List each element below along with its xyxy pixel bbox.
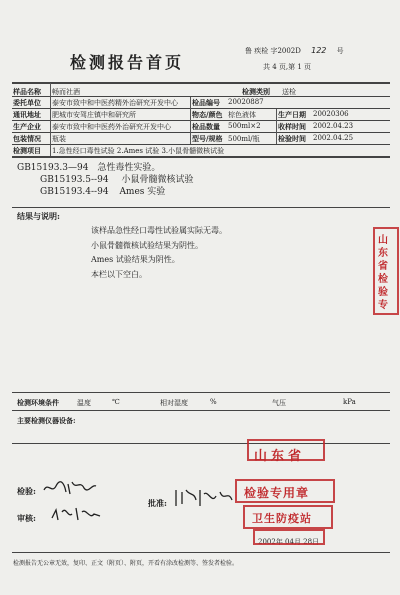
section-divider <box>12 410 390 411</box>
inspector-signature <box>40 476 100 500</box>
product-name-label: 样品名称 <box>13 87 41 96</box>
pressure-label: 气压 <box>272 399 286 407</box>
basis-code: GB15193.3—94 <box>17 163 89 173</box>
reviewer-label: 审核: <box>17 513 36 523</box>
receive-date-label: 收样时间 <box>278 122 306 131</box>
basis-desc: Ames 实验 <box>119 187 166 197</box>
manufacturer-value: 泰安市致中和中医药外治研究开发中心 <box>52 123 171 131</box>
product-name-value: 畅而社酒 <box>52 88 80 96</box>
items-value: 1.急性经口毒性试验 2.Ames 试验 3.小鼠骨髓微核试验 <box>52 147 225 155</box>
table-column-line <box>190 97 191 144</box>
section-divider <box>12 392 390 393</box>
temp-unit: ℃ <box>112 398 120 406</box>
footer-note: 检测报告无公章无效，复印、正文（附页）、附页，开看有涂改检测等、签发者检验。 <box>13 560 239 567</box>
page-count: 共 4 页,第 1 页 <box>263 63 312 71</box>
entrust-unit-value: 泰安市致中和中医药精外治研究开发中心 <box>52 99 178 107</box>
items-label: 检测项目 <box>13 146 41 155</box>
result-line: Ames 试验结果为阴性。 <box>91 255 180 264</box>
sample-no-label: 检品编号 <box>192 98 220 107</box>
results-label: 结果与说明: <box>17 211 60 221</box>
seal-line-1: 山东省 <box>254 449 306 464</box>
inspection-type-label: 检测类别 <box>242 87 270 96</box>
section-divider <box>12 207 390 208</box>
basis-code: GB15193.5--94 <box>40 175 109 185</box>
production-date-label: 生产日期 <box>278 110 306 119</box>
receive-date-value: 2002.04.23 <box>313 122 354 130</box>
basis-code: GB15193.4--94 <box>40 187 109 197</box>
production-date-value: 20020306 <box>313 110 349 118</box>
inspection-type-value: 送检 <box>282 88 296 96</box>
pressure-unit: kPa <box>343 398 356 406</box>
humidity-label: 相对湿度 <box>160 399 188 407</box>
report-title: 检测报告首页 <box>70 53 185 72</box>
table-column-line <box>276 109 277 144</box>
quantity-label: 检品数量 <box>192 122 220 131</box>
spec-label: 型号/规格 <box>192 134 223 143</box>
seal-line-3: 卫生防疫站 <box>252 512 312 525</box>
address-value: 肥城市安驾庄镇中和研究所 <box>52 111 136 119</box>
table-column-line <box>50 83 51 156</box>
result-line: 小鼠骨髓微核试验结果为阴性。 <box>91 241 203 250</box>
signature-date: 2002年 04月 28日 <box>258 538 320 546</box>
report-number-suffix: 号 <box>336 47 344 55</box>
side-seal-text: 山东省检验专 <box>378 235 388 311</box>
table-line <box>12 108 390 109</box>
environment-label: 检测环境条件 <box>17 398 59 407</box>
manufacturer-label: 生产企业 <box>13 122 41 131</box>
report-date-value: 2002.04.25 <box>313 134 354 142</box>
basis-desc: 小鼠骨髓微核试验 <box>121 175 194 185</box>
temp-label: 温度 <box>77 399 91 407</box>
table-line <box>12 156 390 158</box>
approver-label: 批准: <box>148 498 167 508</box>
state-color-value: 棕色液体 <box>228 111 256 119</box>
report-date-label: 检验时间 <box>278 134 306 143</box>
entrust-unit-label: 委托单位 <box>13 98 41 107</box>
report-number <box>245 46 344 56</box>
inspector-label: 检验: <box>17 486 36 496</box>
basis-desc: 急性毒性实验。 <box>97 163 161 173</box>
address-label: 通讯地址 <box>13 110 41 119</box>
table-line <box>12 132 390 133</box>
basis-item <box>40 184 165 197</box>
section-divider <box>12 552 390 553</box>
packaging-value: 瓶装 <box>52 135 66 143</box>
seal-line-2: 检验专用章 <box>244 486 310 500</box>
quantity-value: 500ml×2 <box>228 122 261 130</box>
result-line: 本栏以下空白。 <box>91 270 147 279</box>
report-number-prefix: 鲁 疾检 字2002D <box>245 47 301 55</box>
reviewer-signature <box>48 502 104 526</box>
report-number-value: 122 <box>311 46 327 55</box>
table-top-border <box>12 82 390 84</box>
humidity-unit: % <box>210 398 217 406</box>
result-line: 该样品急性经口毒性试验属实际无毒。 <box>91 226 227 235</box>
table-line <box>12 120 390 121</box>
spec-value: 500ml/瓶 <box>228 135 260 143</box>
instruments-label: 主要检测仪器设备: <box>17 416 76 425</box>
state-color-label: 物态/颜色 <box>192 110 223 119</box>
packaging-label: 包装情况 <box>13 134 41 143</box>
table-line <box>12 144 390 145</box>
sample-no-value: 20020887 <box>228 98 264 106</box>
